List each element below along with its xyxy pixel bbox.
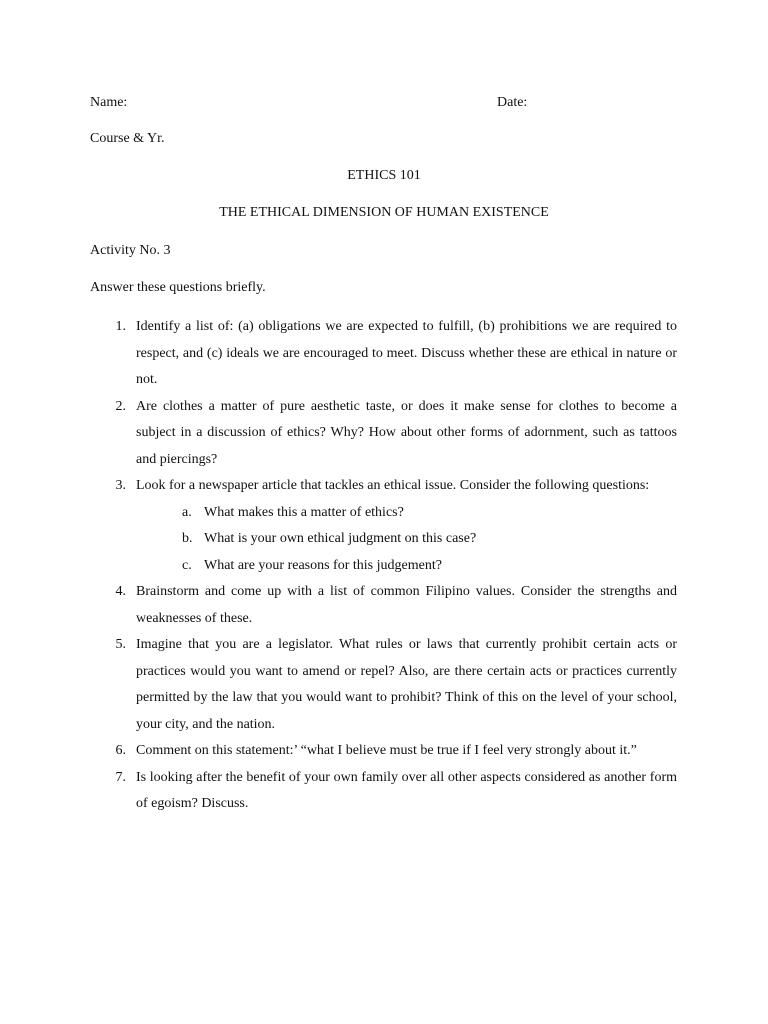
- question-item: [0, 579, 768, 632]
- activity-label: Activity No. 3: [90, 243, 171, 258]
- name-label: Name:: [90, 95, 128, 110]
- sub-question-item: [0, 500, 768, 527]
- question-text: Is looking after the benefit of your own family over all other aspects considered as another form of egoism? Discuss.: [136, 769, 677, 811]
- sub-question-letter: b.: [182, 531, 193, 546]
- question-item: [0, 738, 768, 765]
- course-code-heading: ETHICS 101: [347, 168, 421, 183]
- sub-question-text: What are your reasons for this judgement?: [204, 557, 442, 573]
- question-item: [0, 314, 768, 394]
- question-item: [0, 473, 768, 579]
- questions-list: [0, 314, 768, 818]
- sub-question-item: [0, 526, 768, 553]
- sub-question-list: [0, 500, 768, 580]
- sub-question-letter: a.: [182, 504, 192, 520]
- question-item: [0, 394, 768, 474]
- sub-question-item: [0, 553, 768, 580]
- question-text: Identify a list of: (a) obligations we are expected to fulfill, (b) prohibitions we are required to respect, and (c) ideals we are encouraged to meet. Discuss whether these are ethical in nature or not.: [136, 319, 677, 387]
- question-text: Comment on this statement:’ “what I believe must be true if I feel very strongly about it.”: [136, 743, 637, 758]
- question-item: [0, 765, 768, 818]
- question-number: 7.: [115, 769, 126, 785]
- question-number: 3.: [115, 478, 126, 493]
- sub-question-text: What is your own ethical judgment on this case?: [204, 531, 477, 546]
- question-number: 5.: [115, 637, 126, 652]
- instructions-text: Answer these questions briefly.: [90, 280, 266, 295]
- question-text: Are clothes a matter of pure aesthetic taste, or does it make sense for clothes to become a subject in a discussion of ethics? Why? How about other forms of adornment, such as tattoos and piercings?: [136, 398, 677, 467]
- question-number: 6.: [115, 743, 126, 758]
- question-number: 2.: [115, 398, 126, 414]
- sub-question-text: What makes this a matter of ethics?: [204, 504, 404, 520]
- question-text: Imagine that you are a legislator. What rules or laws that currently prohibit certain acts or practices would you want to amend or repel? Also, are there certain acts or practices currently permitted by the law that you would want to prohibit? Think of this on the level of your school, your city, and the nation.: [136, 637, 677, 732]
- question-number: 1.: [115, 319, 126, 334]
- question-item: [0, 632, 768, 738]
- sub-question-letter: c.: [182, 557, 192, 573]
- course-year-label: Course & Yr.: [90, 131, 165, 146]
- topic-heading: THE ETHICAL DIMENSION OF HUMAN EXISTENCE: [219, 205, 549, 220]
- question-text: Look for a newspaper article that tackles an ethical issue. Consider the following questions:: [136, 478, 650, 493]
- date-label: Date:: [497, 95, 528, 110]
- question-number: 4.: [115, 584, 126, 599]
- question-text: Brainstorm and come up with a list of common Filipino values. Consider the strengths and weaknesses of these.: [136, 584, 677, 626]
